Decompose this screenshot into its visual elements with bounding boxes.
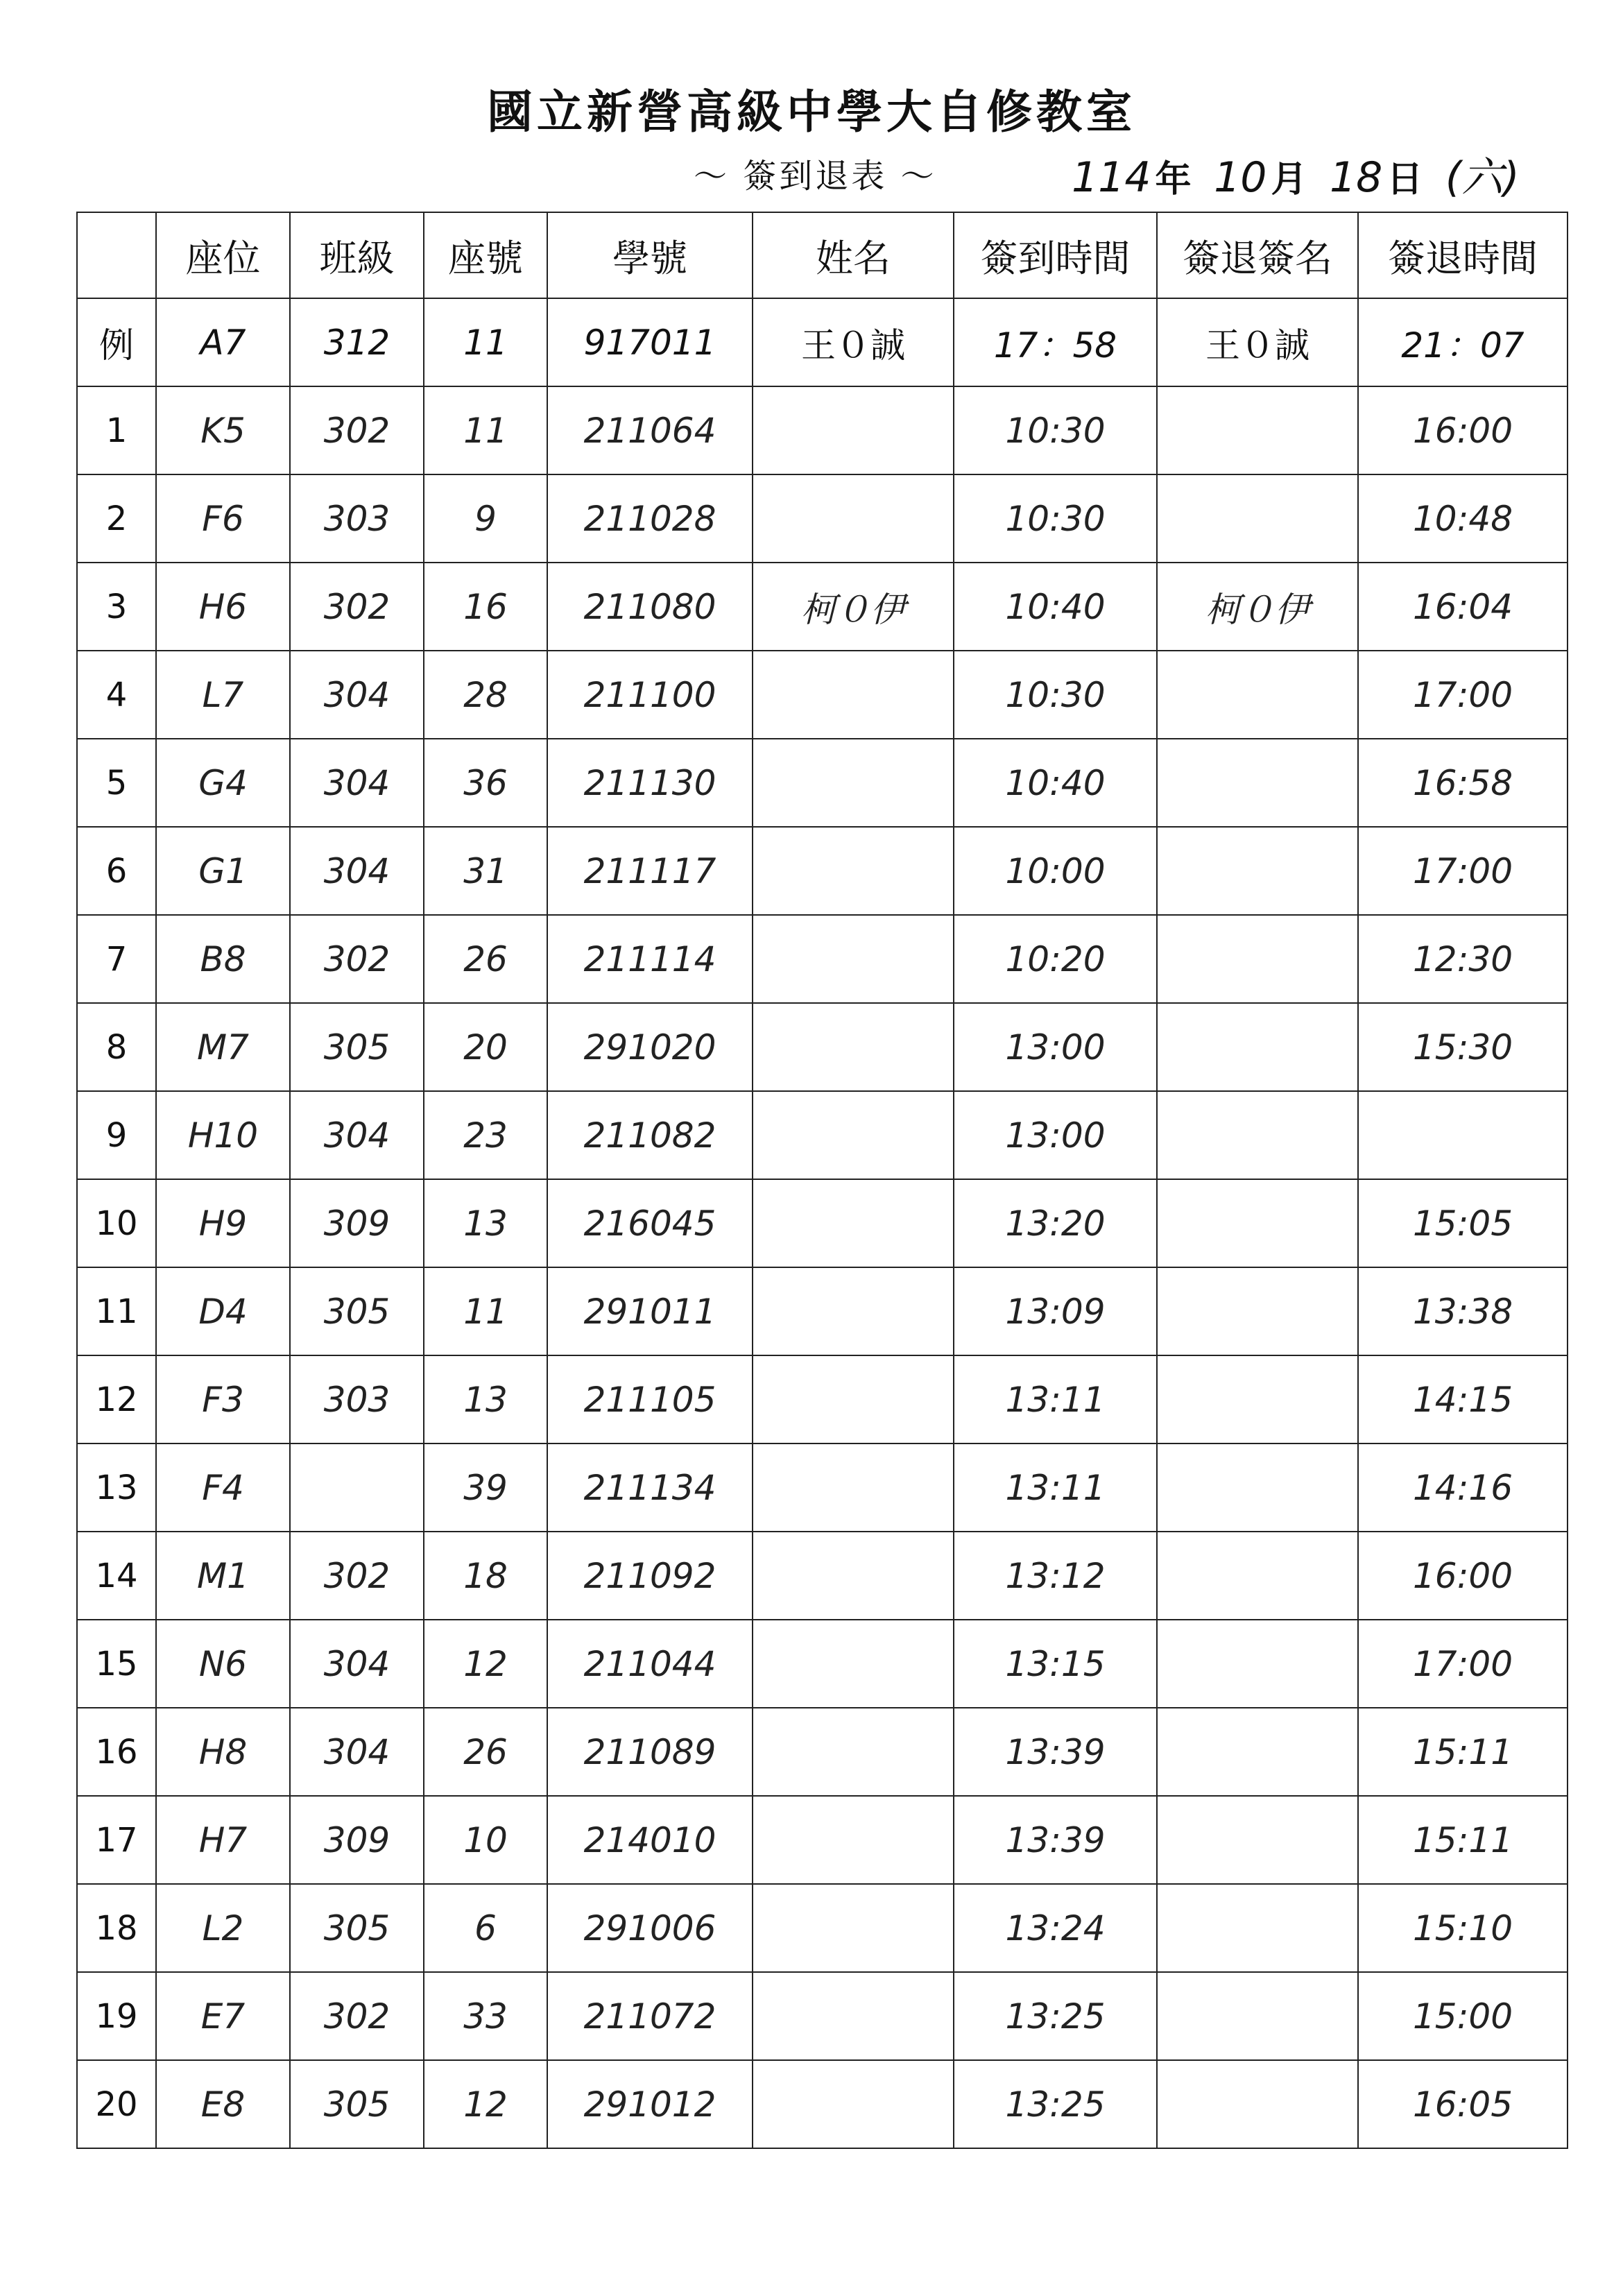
check-in-cell: 10:30 (954, 386, 1157, 474)
number-cell: 20 (424, 1003, 547, 1091)
sign-in-table (76, 212, 1568, 2149)
row-index: 13 (77, 1443, 156, 1532)
header-number: 座號 (424, 212, 547, 298)
row-index: 6 (77, 827, 156, 915)
signature-cell (1157, 474, 1358, 563)
class-cell: 302 (290, 1532, 424, 1620)
seat-cell: F3 (156, 1355, 290, 1443)
name-cell (753, 1443, 954, 1532)
seat-cell: H10 (156, 1091, 290, 1179)
example-check-out: 21：07 (1358, 298, 1568, 386)
name-cell (753, 1708, 954, 1796)
student-id-cell: 211064 (547, 386, 753, 474)
example-row (77, 298, 1568, 386)
seat-cell: H8 (156, 1708, 290, 1796)
student-id-cell: 291006 (547, 1884, 753, 1972)
number-cell: 39 (424, 1443, 547, 1532)
row-index: 10 (77, 1179, 156, 1267)
class-cell: 303 (290, 474, 424, 563)
name-cell (753, 1355, 954, 1443)
student-id-cell: 211134 (547, 1443, 753, 1532)
row-index: 8 (77, 1003, 156, 1091)
student-id-cell: 211089 (547, 1708, 753, 1796)
number-cell: 16 (424, 563, 547, 651)
check-in-cell: 13:00 (954, 1003, 1157, 1091)
name-cell (753, 1091, 954, 1179)
header-signature: 簽退簽名 (1157, 212, 1358, 298)
check-out-cell: 17:00 (1358, 651, 1568, 739)
check-in-cell: 10:30 (954, 474, 1157, 563)
signature-cell (1157, 1620, 1358, 1708)
name-cell (753, 1267, 954, 1355)
table-row (77, 1443, 1568, 1532)
row-index: 18 (77, 1884, 156, 1972)
signature-cell (1157, 1532, 1358, 1620)
name-cell (753, 1179, 954, 1267)
class-cell: 304 (290, 739, 424, 827)
class-cell: 302 (290, 915, 424, 1003)
seat-cell: F6 (156, 474, 290, 563)
form-date (1072, 144, 1520, 204)
seat-cell: N6 (156, 1620, 290, 1708)
example-seat: A7 (156, 298, 290, 386)
seat-cell: F4 (156, 1443, 290, 1532)
number-cell: 10 (424, 1796, 547, 1884)
class-cell: 302 (290, 563, 424, 651)
name-cell (753, 1532, 954, 1620)
class-cell (290, 1443, 424, 1532)
check-out-cell: 10:48 (1358, 474, 1568, 563)
name-cell (753, 739, 954, 827)
example-name: 王０誠 (753, 298, 954, 386)
date-year-unit: 年 (1155, 158, 1192, 200)
table-row (77, 386, 1568, 474)
name-cell (753, 1884, 954, 1972)
signature-cell (1157, 651, 1358, 739)
student-id-cell: 211028 (547, 474, 753, 563)
name-cell (753, 386, 954, 474)
student-id-cell: 211114 (547, 915, 753, 1003)
class-cell: 309 (290, 1796, 424, 1884)
table-row (77, 1884, 1568, 1972)
number-cell: 33 (424, 1972, 547, 2060)
form-subtitle: ～ 簽到退表 ～ (694, 157, 937, 196)
row-index: 19 (77, 1972, 156, 2060)
check-out-cell: 15:11 (1358, 1796, 1568, 1884)
seat-cell: K5 (156, 386, 290, 474)
date-year: 114 (1072, 153, 1151, 202)
date-weekday: (六) (1445, 153, 1520, 202)
signature-cell (1157, 739, 1358, 827)
table-row (77, 1091, 1568, 1179)
number-cell: 18 (424, 1532, 547, 1620)
header-name: 姓名 (753, 212, 954, 298)
name-cell (753, 1620, 954, 1708)
header-check-in: 簽到時間 (954, 212, 1157, 298)
seat-cell: G4 (156, 739, 290, 827)
student-id-cell: 291011 (547, 1267, 753, 1355)
table-row (77, 1179, 1568, 1267)
check-in-cell: 13:25 (954, 2060, 1157, 2148)
row-index: 4 (77, 651, 156, 739)
signature-cell (1157, 1179, 1358, 1267)
row-index: 1 (77, 386, 156, 474)
class-cell: 302 (290, 1972, 424, 2060)
number-cell: 13 (424, 1179, 547, 1267)
check-in-cell: 10:40 (954, 739, 1157, 827)
row-index: 3 (77, 563, 156, 651)
table-row (77, 1796, 1568, 1884)
signature-cell (1157, 1267, 1358, 1355)
signature-cell (1157, 915, 1358, 1003)
check-in-cell: 13:20 (954, 1179, 1157, 1267)
table-row (77, 1972, 1568, 2060)
check-out-cell: 12:30 (1358, 915, 1568, 1003)
table-row (77, 739, 1568, 827)
signature-cell (1157, 1972, 1358, 2060)
table-row (77, 1708, 1568, 1796)
class-cell: 309 (290, 1179, 424, 1267)
name-cell (753, 651, 954, 739)
seat-cell: E8 (156, 2060, 290, 2148)
number-cell: 28 (424, 651, 547, 739)
number-cell: 26 (424, 915, 547, 1003)
row-index: 12 (77, 1355, 156, 1443)
name-cell (753, 827, 954, 915)
example-number: 11 (424, 298, 547, 386)
student-id-cell: 211100 (547, 651, 753, 739)
check-in-cell: 13:39 (954, 1796, 1157, 1884)
class-cell: 305 (290, 1884, 424, 1972)
signature-cell: 柯０伊 (1157, 563, 1358, 651)
number-cell: 6 (424, 1884, 547, 1972)
example-check-in: 17：58 (954, 298, 1157, 386)
number-cell: 26 (424, 1708, 547, 1796)
check-out-cell: 14:15 (1358, 1355, 1568, 1443)
row-index: 9 (77, 1091, 156, 1179)
name-cell (753, 1972, 954, 2060)
check-in-cell: 10:00 (954, 827, 1157, 915)
class-cell: 303 (290, 1355, 424, 1443)
check-out-cell: 15:10 (1358, 1884, 1568, 1972)
example-signature: 王０誠 (1157, 298, 1358, 386)
name-cell (753, 915, 954, 1003)
header-class: 班級 (290, 212, 424, 298)
number-cell: 13 (424, 1355, 547, 1443)
name-cell (753, 474, 954, 563)
signature-cell (1157, 1355, 1358, 1443)
check-out-cell: 15:11 (1358, 1708, 1568, 1796)
number-cell: 11 (424, 386, 547, 474)
signature-cell (1157, 2060, 1358, 2148)
check-in-cell: 10:30 (954, 651, 1157, 739)
student-id-cell: 291012 (547, 2060, 753, 2148)
seat-cell: D4 (156, 1267, 290, 1355)
page-title: 國立新營高級中學大自修教室 (487, 85, 1136, 139)
class-cell: 305 (290, 1003, 424, 1091)
check-out-cell: 16:04 (1358, 563, 1568, 651)
date-day-unit: 日 (1386, 158, 1423, 200)
row-index: 7 (77, 915, 156, 1003)
check-in-cell: 13:39 (954, 1708, 1157, 1796)
seat-cell: E7 (156, 1972, 290, 2060)
seat-cell: H6 (156, 563, 290, 651)
check-in-cell: 13:11 (954, 1355, 1157, 1443)
date-month: 10 (1214, 153, 1267, 202)
check-out-cell: 16:05 (1358, 2060, 1568, 2148)
check-out-cell: 15:05 (1358, 1179, 1568, 1267)
table-row (77, 915, 1568, 1003)
signature-cell (1157, 1796, 1358, 1884)
number-cell: 31 (424, 827, 547, 915)
number-cell: 12 (424, 1620, 547, 1708)
student-id-cell: 211044 (547, 1620, 753, 1708)
row-index: 5 (77, 739, 156, 827)
header-seat: 座位 (156, 212, 290, 298)
check-out-cell: 17:00 (1358, 1620, 1568, 1708)
class-cell: 304 (290, 651, 424, 739)
check-out-cell: 17:00 (1358, 827, 1568, 915)
student-id-cell: 211105 (547, 1355, 753, 1443)
date-day: 18 (1329, 153, 1383, 202)
student-id-cell: 211130 (547, 739, 753, 827)
table-row (77, 1532, 1568, 1620)
table-row (77, 1003, 1568, 1091)
class-cell: 304 (290, 1708, 424, 1796)
row-index: 11 (77, 1267, 156, 1355)
seat-cell: L7 (156, 651, 290, 739)
header-student-id: 學號 (547, 212, 753, 298)
check-in-cell: 13:12 (954, 1532, 1157, 1620)
row-index: 2 (77, 474, 156, 563)
check-out-cell: 15:00 (1358, 1972, 1568, 2060)
table-row (77, 827, 1568, 915)
table-row (77, 2060, 1568, 2148)
student-id-cell: 216045 (547, 1179, 753, 1267)
table-header-row (77, 212, 1568, 298)
number-cell: 36 (424, 739, 547, 827)
seat-cell: M7 (156, 1003, 290, 1091)
row-index: 14 (77, 1532, 156, 1620)
check-out-cell: 16:00 (1358, 1532, 1568, 1620)
signature-cell (1157, 1091, 1358, 1179)
student-id-cell: 214010 (547, 1796, 753, 1884)
number-cell: 9 (424, 474, 547, 563)
check-in-cell: 10:40 (954, 563, 1157, 651)
seat-cell: G1 (156, 827, 290, 915)
name-cell: 柯０伊 (753, 563, 954, 651)
signature-cell (1157, 1443, 1358, 1532)
check-in-cell: 13:24 (954, 1884, 1157, 1972)
table-row (77, 1355, 1568, 1443)
seat-cell: L2 (156, 1884, 290, 1972)
check-in-cell: 10:20 (954, 915, 1157, 1003)
table-row (77, 1267, 1568, 1355)
name-cell (753, 1796, 954, 1884)
class-cell: 305 (290, 2060, 424, 2148)
number-cell: 11 (424, 1267, 547, 1355)
seat-cell: M1 (156, 1532, 290, 1620)
signature-cell (1157, 1708, 1358, 1796)
seat-cell: H7 (156, 1796, 290, 1884)
student-id-cell: 211082 (547, 1091, 753, 1179)
check-in-cell: 13:09 (954, 1267, 1157, 1355)
check-in-cell: 13:15 (954, 1620, 1157, 1708)
example-label: 例 (77, 298, 156, 386)
check-out-cell: 14:16 (1358, 1443, 1568, 1532)
student-id-cell: 211080 (547, 563, 753, 651)
seat-cell: H9 (156, 1179, 290, 1267)
signature-cell (1157, 386, 1358, 474)
class-cell: 304 (290, 827, 424, 915)
table-row (77, 651, 1568, 739)
class-cell: 304 (290, 1091, 424, 1179)
check-out-cell: 16:58 (1358, 739, 1568, 827)
check-out-cell: 13:38 (1358, 1267, 1568, 1355)
row-index: 16 (77, 1708, 156, 1796)
check-out-cell: 15:30 (1358, 1003, 1568, 1091)
row-index: 17 (77, 1796, 156, 1884)
name-cell (753, 1003, 954, 1091)
header-index (77, 212, 156, 298)
student-id-cell: 211072 (547, 1972, 753, 2060)
table-row (77, 1620, 1568, 1708)
number-cell: 12 (424, 2060, 547, 2148)
date-month-unit: 月 (1271, 158, 1307, 200)
signature-cell (1157, 1003, 1358, 1091)
example-class: 312 (290, 298, 424, 386)
student-id-cell: 211092 (547, 1532, 753, 1620)
class-cell: 304 (290, 1620, 424, 1708)
check-out-cell (1358, 1091, 1568, 1179)
table-row (77, 563, 1568, 651)
number-cell: 23 (424, 1091, 547, 1179)
check-in-cell: 13:00 (954, 1091, 1157, 1179)
student-id-cell: 291020 (547, 1003, 753, 1091)
check-in-cell: 13:11 (954, 1443, 1157, 1532)
signature-cell (1157, 1884, 1358, 1972)
check-in-cell: 13:25 (954, 1972, 1157, 2060)
class-cell: 302 (290, 386, 424, 474)
check-out-cell: 16:00 (1358, 386, 1568, 474)
header-check-out: 簽退時間 (1358, 212, 1568, 298)
signature-cell (1157, 827, 1358, 915)
table-row (77, 474, 1568, 563)
seat-cell: B8 (156, 915, 290, 1003)
class-cell: 305 (290, 1267, 424, 1355)
row-index: 15 (77, 1620, 156, 1708)
student-id-cell: 211117 (547, 827, 753, 915)
name-cell (753, 2060, 954, 2148)
example-student-id: 917011 (547, 298, 753, 386)
row-index: 20 (77, 2060, 156, 2148)
